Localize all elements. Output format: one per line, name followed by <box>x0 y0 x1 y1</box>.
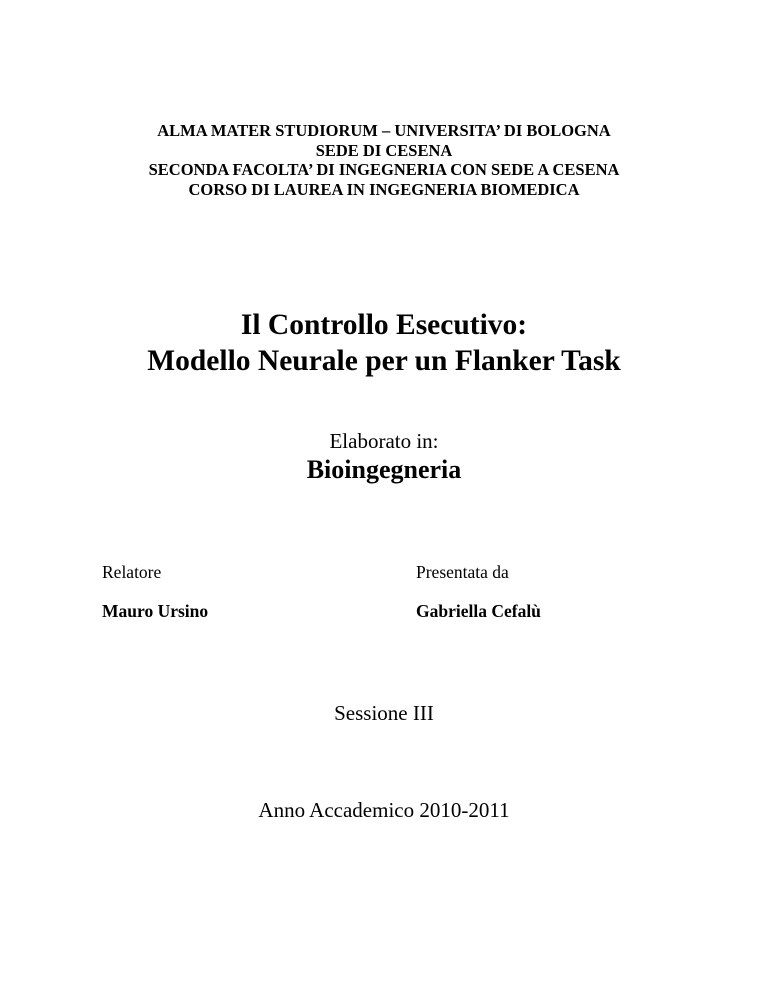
supervisor-label: Relatore <box>102 562 162 582</box>
thesis-title <box>0 307 768 379</box>
author-name: Gabriella Cefalù <box>416 601 541 621</box>
academic-year: Anno Accademico 2010-2011 <box>258 798 510 822</box>
faculty-name: SECONDA FACOLTA’ DI INGEGNERIA CON SEDE A CESENA <box>148 160 620 179</box>
thesis-title-line-2: Modello Neurale per un Flanker Task <box>147 345 621 377</box>
university-name: ALMA MATER STUDIORUM – UNIVERSITA’ DI BOLOGNA <box>157 121 611 140</box>
session-label: Sessione III <box>334 701 434 725</box>
thesis-title-line-1: Il Controllo Esecutivo: <box>240 309 528 341</box>
institution-header <box>0 121 768 199</box>
supervisor-name: Mauro Ursino <box>102 601 209 621</box>
subject-name: Bioingegneria <box>306 455 462 484</box>
campus-name: SEDE DI CESENA <box>315 140 453 160</box>
elaborato-label: Elaborato in: <box>329 429 439 453</box>
degree-course: CORSO DI LAUREA IN INGEGNERIA BIOMEDICA <box>188 179 580 199</box>
author-label: Presentata da <box>416 562 509 582</box>
